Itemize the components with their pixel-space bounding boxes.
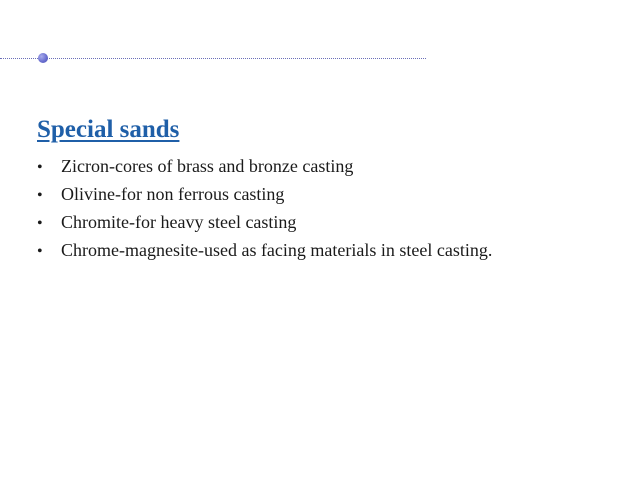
slide-title: Special sands	[37, 116, 180, 143]
bullet-icon: •	[37, 187, 43, 204]
list-item-text: Chrome-magnesite-used as facing materials in steel casting.	[61, 240, 493, 260]
divider-dot-icon	[38, 53, 48, 63]
list-item-text: Zicron-cores of brass and bronze casting	[61, 156, 354, 176]
list-item	[37, 237, 492, 265]
list-item-text: Olivine-for non ferrous casting	[61, 184, 285, 204]
bullet-icon: •	[37, 159, 43, 176]
bullet-list	[37, 153, 492, 265]
list-item-text: Chromite-for heavy steel casting	[61, 212, 297, 232]
list-item	[37, 209, 492, 237]
header-divider-line	[0, 58, 426, 59]
bullet-icon: •	[37, 243, 43, 260]
list-item	[37, 153, 492, 181]
bullet-icon: •	[37, 215, 43, 232]
list-item	[37, 181, 492, 209]
